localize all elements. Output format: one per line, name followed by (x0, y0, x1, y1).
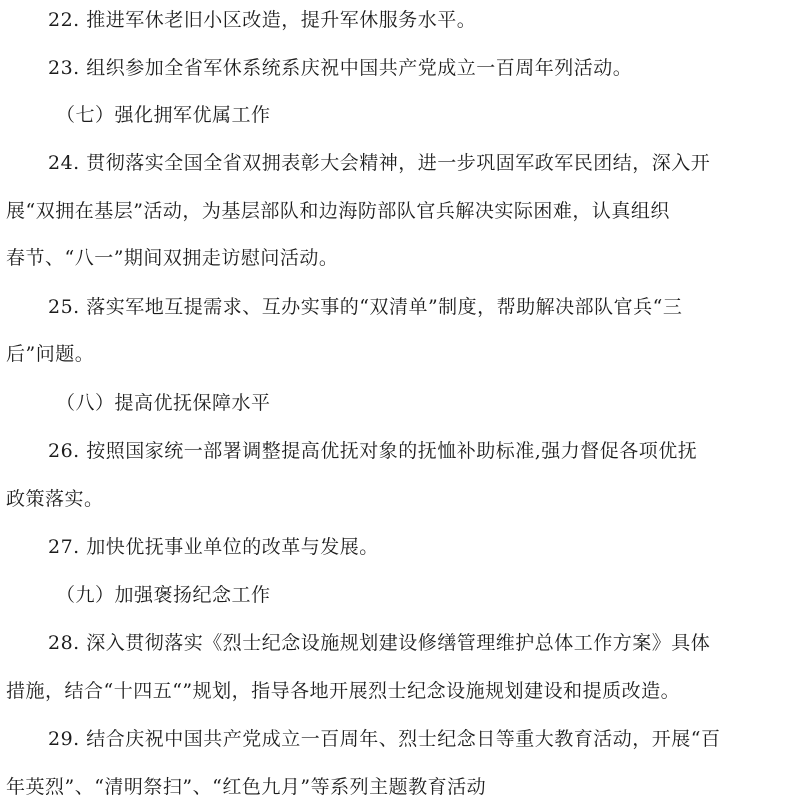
section-heading-7: （七）强化拥军优属工作 (56, 104, 271, 126)
item-28-line-1: 28. 深入贯彻落实《烈士纪念设施规划建设修缮管理维护总体工作方案》具体 (48, 632, 711, 654)
item-24-line-1: 24. 贯彻落实全国全省双拥表彰大会精神，进一步巩固军政军民团结，深入开 (48, 152, 711, 174)
item-26-line-1: 26. 按照国家统一部署调整提高优抚对象的抚恤补助标准,强力督促各项优抚 (48, 440, 698, 462)
item-24-line-3: 春节、“八一”期间双拥走访慰问活动。 (6, 247, 339, 269)
item-25-line-1: 25. 落实军地互提需求、互办实事的“双清单”制度，帮助解决部队官兵“三 (48, 296, 683, 318)
item-22-line-1: 22. 推进军休老旧小区改造，提升军休服务水平。 (48, 9, 477, 31)
item-28-line-2: 措施，结合“十四五“”规划，指导各地开展烈士纪念设施规划建设和提质改造。 (6, 680, 681, 702)
item-29-line-2: 年英烈”、“清明祭扫”、“红色九月”等系列主题教育活动 (6, 776, 487, 798)
section-heading-8: （八）提高优抚保障水平 (56, 392, 271, 414)
item-24-line-2: 展“双拥在基层”活动，为基层部队和边海防部队官兵解决实际困难，认真组织 (6, 200, 670, 222)
item-25-line-2: 后”问题。 (6, 343, 95, 365)
item-23-line-1: 23. 组织参加全省军休系统系庆祝中国共产党成立一百周年列活动。 (48, 57, 633, 79)
item-29-line-1: 29. 结合庆祝中国共产党成立一百周年、烈士纪念日等重大教育活动，开展“百 (48, 728, 721, 750)
section-heading-9: （九）加强褒扬纪念工作 (56, 584, 271, 606)
item-27-line-1: 27. 加快优抚事业单位的改革与发展。 (48, 536, 379, 558)
item-26-line-2: 政策落实。 (6, 488, 104, 510)
